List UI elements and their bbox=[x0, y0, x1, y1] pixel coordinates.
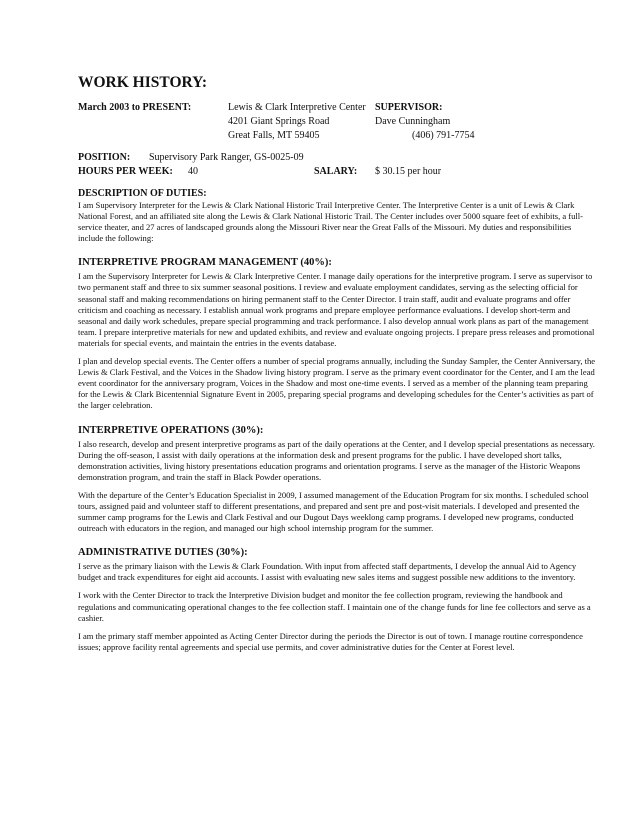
hours-value: 40 bbox=[188, 166, 198, 177]
section-paragraph: I serve as the primary liaison with the Lewis & Clark Foundation. With input from affected staff departments, I develop the annual Aid to Agency budget and track expenditures for eight aid accounts. I assist with evaluating new sales items and suggest possible new additions to the inventory. bbox=[78, 561, 577, 583]
salary-label: SALARY: bbox=[314, 166, 358, 177]
employment-dates: March 2003 to PRESENT: bbox=[78, 102, 192, 113]
employer-name: Lewis & Clark Interpretive Center bbox=[228, 102, 366, 113]
employer-address: 4201 Giant Springs Road bbox=[228, 116, 330, 127]
section-paragraph: I am the primary staff member appointed as Acting Center Director during the periods the Director is out of town. I manage routine correspondence issues; approve facility rental agreements and special use permits, and cover administrative duties for the Center at Forest level. bbox=[78, 630, 583, 652]
position-label: POSITION: bbox=[78, 152, 131, 163]
section-paragraph: I am the Supervisory Interpreter for Lewis & Clark Interpretive Center. I manage daily operations for the interpretive program. I serve as supervisor to two permanent staff and three to six summer seasonal positions. I review and evaluate employment candidates, serving as the selecting official for seasonal staff and making recommendations on hiring permanent staff to the Center Director. I train staff, audit and evaluate programs and offer criticism and coaching as necessary. I establish annual work programs and prepare employee performance evaluations. I develop short-term and seasonal and daily work schedules, prepare special programming and track performance. I also develop annual work plans as part of the management team. I prepare interpretive materials for new and updated exhibits, and review and evaluate ongoing projects. I prepare press releases and promotional materials for special events, and maintain the entries in the events database. bbox=[78, 271, 595, 348]
section-heading: INTERPRETIVE PROGRAM MANAGEMENT (40%): bbox=[78, 257, 332, 269]
section-administrative-duties bbox=[78, 546, 598, 653]
section-program-management bbox=[78, 256, 598, 411]
salary-value: $ 30.15 per hour bbox=[375, 166, 442, 177]
page-title: WORK HISTORY: bbox=[78, 74, 208, 91]
hours-label: HOURS PER WEEK: bbox=[78, 166, 173, 177]
section-paragraph: I plan and develop special events. The Center offers a number of special programs annually, including the Sunday Sampler, the Center Anniversary, the Lewis & Clark Festival, and the Voices in the Shadow living history program. I serve as the primary event coordinator for the Center, and I am the lead event coordinator for the anniversary program, Voices in the Shadow and most one-time events. I served as a member of the planning team preparing for the Lewis & Clark Bicentennial Signature Event in 2005, preparing special programs and developing schedules for the Center’s activities as part of the larger celebration. bbox=[78, 356, 596, 411]
position-row bbox=[78, 151, 598, 165]
description-heading: DESCRIPTION OF DUTIES: bbox=[78, 188, 207, 199]
section-heading: ADMINISTRATIVE DUTIES (30%): bbox=[78, 547, 248, 559]
employment-row-3 bbox=[78, 129, 598, 143]
section-paragraph: I work with the Center Director to track the Interpretive Division budget and monitor the fee collection program, reviewing the handbook and regulations and communicating operational changes to the fee collection staff. I maintain one of the change funds for line fee collectors and serve as a cashier. bbox=[78, 590, 591, 623]
supervisor-phone: (406) 791-7754 bbox=[412, 130, 475, 141]
section-paragraph: With the departure of the Center’s Education Specialist in 2009, I assumed management of the Education Program for six months. I scheduled school tours, assigned paid and volunteer staff to different presentations, and prepared and sent pre and post-visit materials. I developed and presented the summer camp programs for the Lewis and Clark Festival and our Dugout Days weeklong camp programs. I developed new programs, conducted outreach with educators in the region, and managed our high school internship program for the summer. bbox=[78, 489, 589, 534]
supervisor-name: Dave Cunningham bbox=[375, 116, 451, 127]
hours-salary-row bbox=[78, 165, 598, 179]
section-interpretive-operations bbox=[78, 424, 598, 535]
description-text: I am Supervisory Interpreter for the Lewis & Clark National Historic Trail Interpretive Center. The Interpretive Center is a unit of Lewis & Clark National Forest, and an affiliated site along the Lewis & Clark National Historic Trail. The Center includes over 5000 square feet of exhibits, a full-service theater, and 27 acres of landscaped grounds along the Missouri River near the Great Falls of the Missouri. My duties and responsibilities include the following: bbox=[78, 200, 584, 244]
section-heading: INTERPRETIVE OPERATIONS (30%): bbox=[78, 424, 264, 436]
employer-city: Great Falls, MT 59405 bbox=[228, 130, 320, 141]
position-value: Supervisory Park Ranger, GS-0025-09 bbox=[149, 152, 304, 163]
employment-row-2 bbox=[78, 115, 598, 129]
supervisor-label: SUPERVISOR: bbox=[375, 102, 443, 113]
employment-row-1 bbox=[78, 101, 598, 115]
section-paragraph: I also research, develop and present interpretive programs as part of the daily operations at the Center, and I develop special presentations as necessary. During the off-season, I assist with daily operations at the information desk and present programs for the public. I have developed short talks, demonstration activities, living history presentations education programs and orientation programs. I serve as the manager of the Historic Weapons demonstration program, and train the staff in Black Powder operations. bbox=[78, 438, 595, 482]
